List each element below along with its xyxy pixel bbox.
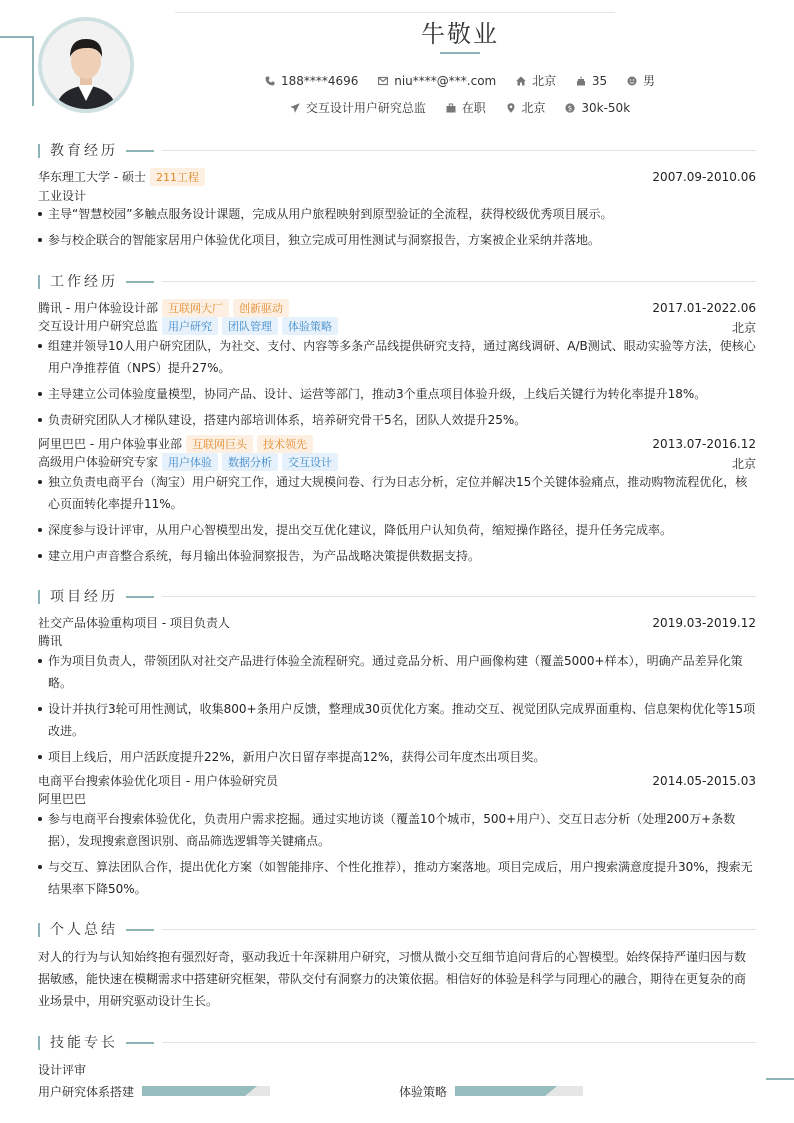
salary-item bbox=[565, 101, 630, 115]
skill-level-fill bbox=[455, 1086, 545, 1096]
status-text: 在职 bbox=[461, 101, 486, 115]
skill-heading-item: 设计评审 bbox=[38, 1063, 87, 1077]
work-bullet: 负责研究团队人才梯队建设，搭建内部培训体系，培养研究骨干5名，团队人效提升25%。 bbox=[38, 409, 756, 431]
work-period: 2013.07-2016.12 bbox=[652, 437, 756, 451]
mail-icon bbox=[378, 76, 388, 86]
section-divider bbox=[162, 1042, 756, 1043]
skill-name: 体验策略 bbox=[399, 1085, 448, 1099]
section-accent bbox=[126, 596, 154, 598]
education-major: 工业设计 bbox=[38, 189, 87, 203]
work-bullet: 深度参与设计评审，从用户心智模型出发，提出交互优化建议，降低用户认知负荷，缩短操作路径，提升任务完成率。 bbox=[38, 519, 756, 541]
gender-icon bbox=[627, 76, 637, 86]
work-location: 北京 bbox=[731, 321, 756, 335]
skill-name: 用户研究体系搭建 bbox=[38, 1085, 135, 1099]
bullet-line: 改进。 bbox=[48, 724, 85, 738]
skill-level-tip bbox=[245, 1086, 257, 1096]
cake-icon bbox=[576, 76, 586, 86]
corner-decoration-bottom-right bbox=[766, 1025, 794, 1080]
project-period: 2014.05-2015.03 bbox=[652, 774, 756, 788]
briefcase-icon bbox=[446, 103, 456, 113]
bullet-line: 略。 bbox=[48, 676, 73, 690]
section-summary-header bbox=[38, 919, 756, 939]
education-bullet: 参与校企联合的智能家居用户体验优化项目，独立完成可用性测试与洞察报告，方案被企业采纳并落地。 bbox=[38, 229, 756, 251]
target-position-item bbox=[290, 99, 426, 116]
skill-level-bar bbox=[142, 1086, 270, 1096]
home-icon bbox=[516, 76, 526, 86]
work-period: 2017.01-2022.06 bbox=[652, 301, 756, 315]
work-title-line bbox=[38, 317, 756, 335]
project-name: 电商平台搜索体验优化项目 - 用户体验研究员 bbox=[38, 774, 278, 788]
project-bullet: 项目上线后，用户活跃度提升22%，新用户次日留存率提高12%，获得公司年度杰出项目奖。 bbox=[38, 746, 756, 768]
money-icon bbox=[565, 103, 575, 113]
work-location: 北京 bbox=[731, 457, 756, 471]
section-bar bbox=[38, 144, 40, 158]
section-title: 项目经历 bbox=[50, 589, 118, 605]
gender-text: 男 bbox=[643, 74, 656, 88]
project-org: 腾讯 bbox=[38, 634, 63, 648]
company-name: 腾讯 - 用户体验设计部 bbox=[38, 301, 158, 315]
section-title: 教育经历 bbox=[50, 143, 118, 159]
bullet-line: 结果率下降50%。 bbox=[48, 882, 147, 896]
salary-text: 30k-50k bbox=[581, 101, 631, 115]
summary-line: 据敏感，能快速在模糊需求中搭建研究框架，带队交付有洞察力的决策依据。相信好的体验是科学与同理心的融合，期待在更复杂的商 bbox=[38, 972, 747, 986]
work-bullet bbox=[38, 335, 756, 379]
bullet-line: 作为项目负责人，带领团队对社交产品进行体验全流程研究。通过竞品分析、用户画像构建（覆盖5000+样本），明确产品差异化策 bbox=[48, 654, 743, 668]
target-city-text: 北京 bbox=[521, 101, 546, 115]
section-divider bbox=[162, 929, 756, 930]
skill-level-fill bbox=[142, 1086, 245, 1096]
bullet-line: 与交互、算法团队合作，提出优化方案（如智能排序、个性化推荐），推动方案落地。项目完成后，用户搜索满意度提升30%，搜索无 bbox=[48, 860, 753, 874]
work-bullet: 主导建立公司体验度量模型，协同产品、设计、运营等部门，推动3个重点项目体验升级，上线后关键行为转化率提升18%。 bbox=[38, 383, 756, 405]
name-underline bbox=[440, 52, 480, 54]
summary-text bbox=[38, 946, 756, 1012]
phone-icon bbox=[265, 76, 275, 86]
work-company-line bbox=[38, 299, 756, 317]
section-accent bbox=[126, 281, 154, 283]
section-bar bbox=[38, 923, 40, 937]
header-divider bbox=[175, 12, 615, 13]
education-bullet: 主导“智慧校园”多触点服务设计课题，完成从用户旅程映射到原型验证的全流程，获得校级优秀项目展示。 bbox=[38, 203, 756, 225]
send-icon bbox=[290, 103, 300, 113]
skill-level-bar bbox=[455, 1086, 583, 1096]
contact-info-row bbox=[0, 72, 794, 89]
section-skills-header bbox=[38, 1032, 756, 1052]
gender-item bbox=[627, 72, 655, 89]
education-period: 2007.09-2010.06 bbox=[652, 170, 756, 184]
section-education-header bbox=[38, 140, 756, 160]
skill-level-tip bbox=[545, 1086, 557, 1096]
phone-text: 188****4696 bbox=[280, 74, 359, 88]
job-title: 高级用户体验研究专家 bbox=[38, 455, 159, 469]
work-title-line bbox=[38, 453, 756, 471]
section-divider bbox=[162, 596, 756, 597]
section-divider bbox=[162, 150, 756, 151]
project-name: 社交产品体验重构项目 - 项目负责人 bbox=[38, 616, 230, 630]
section-bar bbox=[38, 275, 40, 289]
bullet-line: 独立负责电商平台（淘宝）用户研究工作，通过大规模问卷、行为日志分析，定位并解决15个关键体验痛点，推动购物流程优化，核 bbox=[48, 475, 748, 489]
title-tag: 体验策略 bbox=[282, 317, 338, 335]
summary-line: 业场景中，用研究驱动设计生长。 bbox=[38, 994, 219, 1008]
svg-text:$: $ bbox=[568, 104, 573, 113]
summary-line: 对人的行为与认知始终抱有强烈好奇，驱动我近十年深耕用户研究，习惯从微小交互细节追问背后的心智模型。始终保持严谨归因与数 bbox=[38, 950, 747, 964]
candidate-name: 牛敬业 bbox=[421, 20, 499, 48]
section-bar bbox=[38, 1036, 40, 1050]
project-bullet bbox=[38, 808, 756, 852]
company-tag: 互联网巨头 bbox=[186, 435, 253, 453]
bullet-line: 据），发现搜索意图识别、商品筛选逻辑等关键痛点。 bbox=[48, 834, 331, 848]
project-bullet bbox=[38, 856, 756, 900]
work-bullet: 建立用户声音整合系统，每月输出体验洞察报告，为产品战略决策提供数据支持。 bbox=[38, 545, 756, 567]
age-text: 35 bbox=[591, 74, 608, 88]
work-company-line bbox=[38, 435, 756, 453]
section-work-header bbox=[38, 271, 756, 291]
bullet-line: 设计并执行3轮可用性测试，收集800+条用户反馈，整理成30页优化方案。推动交互、视觉团队完成界面重构、信息架构优化等15项 bbox=[48, 702, 756, 716]
section-bar bbox=[38, 590, 40, 604]
section-accent bbox=[126, 929, 154, 931]
title-tag: 用户研究 bbox=[162, 317, 218, 335]
section-title: 技能专长 bbox=[50, 1035, 118, 1051]
city-item bbox=[516, 72, 556, 89]
project-bullet bbox=[38, 698, 756, 742]
job-intention-row bbox=[0, 99, 794, 116]
bullet-line: 用户净推荐值（NPS）提升27%。 bbox=[48, 361, 231, 375]
project-bullet bbox=[38, 650, 756, 694]
city-text: 北京 bbox=[532, 74, 557, 88]
company-tag: 互联网大厂 bbox=[162, 299, 229, 317]
job-title: 交互设计用户研究总监 bbox=[38, 319, 159, 333]
section-accent bbox=[126, 150, 154, 152]
project-period: 2019.03-2019.12 bbox=[652, 616, 756, 630]
bullet-line: 参与电商平台搜索体验优化，负责用户需求挖掘。通过实地访谈（覆盖10个城市，500+用户）、交互日志分析（处理200万+条数 bbox=[48, 812, 736, 826]
bullet-line: 组建并领导10人用户研究团队，为社交、支付、内容等多条产品线提供研究支持，通过离线调研、A/B测试、眼动实验等方法，使核心 bbox=[48, 339, 756, 353]
company-tag: 技术领先 bbox=[257, 435, 313, 453]
work-bullet bbox=[38, 471, 756, 515]
age-item bbox=[576, 74, 607, 88]
school-tag: 211工程 bbox=[150, 168, 205, 186]
status-item bbox=[446, 99, 486, 116]
phone-item bbox=[265, 74, 358, 88]
education-school-line bbox=[38, 168, 756, 186]
title-tag: 团队管理 bbox=[222, 317, 278, 335]
title-tag: 数据分析 bbox=[222, 453, 278, 471]
school-name: 华东理工大学 - 硕士 bbox=[38, 170, 146, 184]
section-title: 工作经历 bbox=[50, 274, 118, 290]
target-city-item bbox=[506, 99, 546, 116]
location-icon bbox=[506, 103, 516, 113]
title-tag: 用户体验 bbox=[162, 453, 218, 471]
project-org: 阿里巴巴 bbox=[38, 792, 87, 806]
title-tag: 交互设计 bbox=[282, 453, 338, 471]
section-title: 个人总结 bbox=[50, 922, 118, 938]
company-name: 阿里巴巴 - 用户体验事业部 bbox=[38, 437, 182, 451]
bullet-line: 心页面转化率提升11%。 bbox=[48, 497, 183, 511]
target-position-text: 交互设计用户研究总监 bbox=[305, 101, 426, 115]
section-divider bbox=[162, 281, 756, 282]
email-text: niu****@***.com bbox=[394, 74, 497, 88]
section-accent bbox=[126, 1042, 154, 1044]
section-projects-header bbox=[38, 586, 756, 606]
company-tag: 创新驱动 bbox=[233, 299, 289, 317]
email-item bbox=[378, 74, 496, 88]
